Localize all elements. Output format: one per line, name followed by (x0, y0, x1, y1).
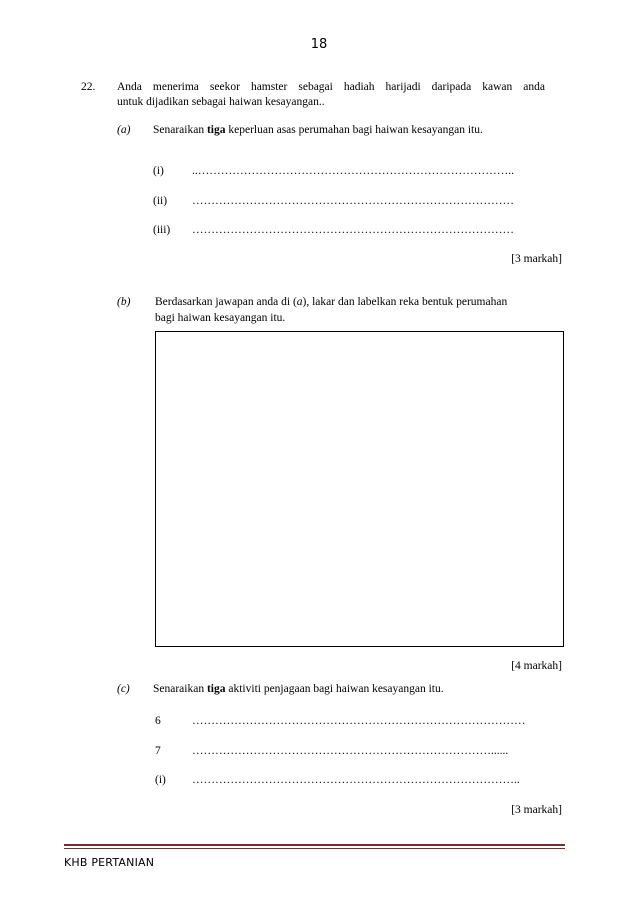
part-c-marks: [3 markah] (511, 804, 562, 816)
part-c-item-2-answer-line[interactable]: ……………………………………………………………………...... (192, 745, 509, 757)
part-a-item-2-answer-line[interactable]: ………………………………………………………………………… (192, 195, 514, 207)
part-a-item-3-label: (iii) (153, 224, 171, 236)
part-c-instruction: Senaraikan tiga aktiviti penjagaan bagi haiwan kesayangan itu. (153, 683, 444, 695)
part-b-instruction-line-2: bagi haiwan kesayangan itu. (155, 312, 286, 324)
part-a-marks: [3 markah] (511, 253, 562, 265)
footer-rule-thin (64, 848, 565, 849)
part-c-item-1-label: 6 (155, 715, 161, 727)
part-c-item-1-answer-line[interactable]: …………………………………………………………………………… (192, 715, 526, 727)
part-c-item-3-label: (i) (155, 774, 166, 786)
part-c-label: (c) (117, 683, 130, 695)
part-b-marks: [4 markah] (511, 660, 562, 672)
part-b-instruction-line-1: Berdasarkan jawapan anda di (a), lakar dan labelkan reka bentuk perumahan (155, 296, 508, 308)
question-stem-line-1: Anda menerima seekor hamster sebagai hadiah harijadi daripada kawan anda (117, 81, 545, 93)
part-a-item-3-answer-line[interactable]: ………………………………………………………………………… (192, 224, 514, 236)
footer-rule-thick (64, 844, 565, 846)
page-number: 18 (310, 37, 328, 52)
footer-text: KHB PERTANIAN (64, 856, 155, 869)
question-number: 22. (81, 81, 96, 93)
question-stem-line-2: untuk dijadikan sebagai haiwan kesayangan.. (117, 96, 325, 108)
part-a-instruction: Senaraikan tiga keperluan asas perumahan bagi haiwan kesayangan itu. (153, 124, 483, 136)
part-a-item-1-label: (i) (153, 165, 164, 177)
part-a-item-1-answer-line[interactable]: ..……………………………………………………………………….. (192, 165, 514, 177)
part-b-label: (b) (117, 296, 131, 308)
part-a-item-2-label: (ii) (153, 195, 168, 207)
part-c-item-2-label: 7 (155, 745, 161, 757)
sketch-answer-box[interactable] (155, 331, 564, 647)
question-stem (117, 80, 545, 110)
part-a-label: (a) (117, 124, 131, 136)
part-c-item-3-answer-line[interactable]: ………………………………………………………………………….. (192, 774, 520, 786)
